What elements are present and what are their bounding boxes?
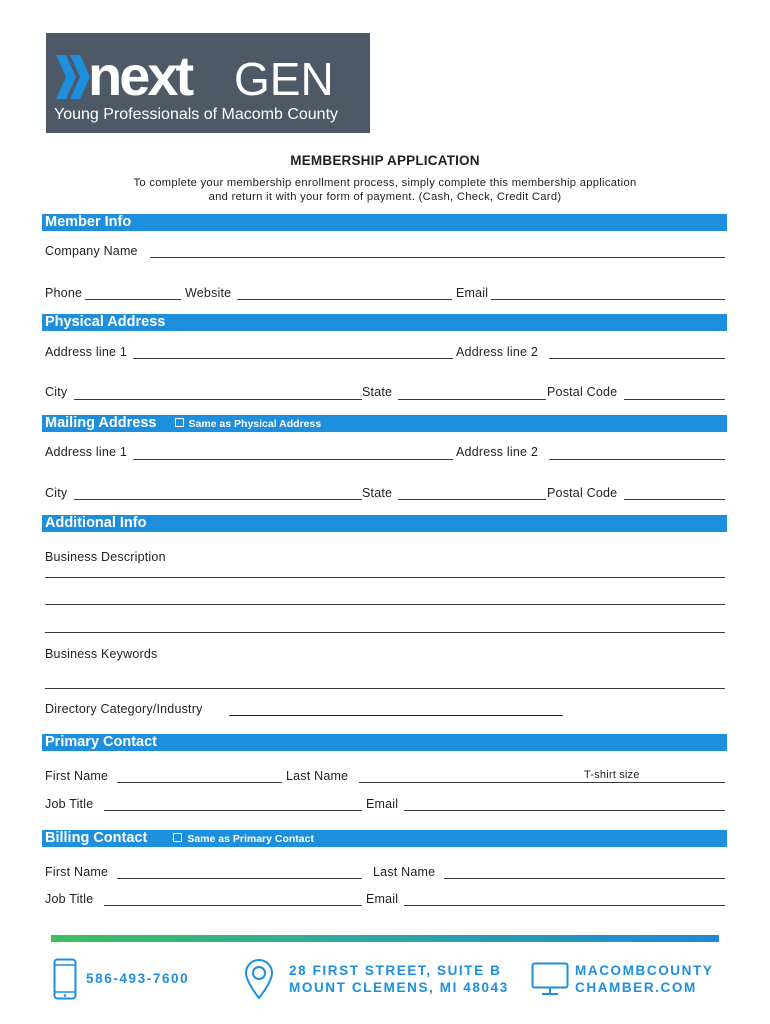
- mailing-state-label: State: [362, 486, 393, 500]
- business-keywords-line[interactable]: [45, 688, 725, 689]
- page-title: MEMBERSHIP APPLICATION: [290, 153, 480, 168]
- business-description-line[interactable]: [45, 577, 725, 578]
- website-field[interactable]: [237, 299, 452, 300]
- section-heading: Additional Info: [45, 515, 147, 531]
- billing-first-name-label: First Name: [45, 865, 109, 879]
- mailing-city-field[interactable]: [74, 499, 362, 500]
- physical-city-label: City: [45, 385, 68, 399]
- business-description-line[interactable]: [45, 604, 725, 605]
- section-heading: Mailing Address: [45, 415, 157, 431]
- tshirt-size-label: T-shirt size: [584, 769, 640, 781]
- checkbox-icon: [173, 833, 182, 842]
- logo-tagline: Young Professionals of Macomb County: [54, 106, 339, 123]
- physical-address1-field[interactable]: [133, 358, 453, 359]
- section-additional-info: [42, 515, 727, 532]
- billing-first-name-field[interactable]: [117, 878, 362, 879]
- email-field[interactable]: [491, 299, 725, 300]
- intro-line-1: To complete your membership enrollment process, simply complete this membership application: [133, 177, 637, 189]
- physical-address1-label: Address line 1: [45, 345, 128, 359]
- billing-email-label: Email: [366, 892, 399, 906]
- footer-website-line-1: MACOMBCOUNTY: [575, 963, 714, 978]
- mailing-postal-label: Postal Code: [547, 486, 618, 500]
- section-physical-address: [42, 314, 727, 331]
- primary-first-name-field[interactable]: [117, 782, 282, 783]
- section-mailing-address: [42, 415, 727, 432]
- physical-state-field[interactable]: [398, 399, 546, 400]
- section-heading: Physical Address: [45, 314, 166, 330]
- company-name-field[interactable]: [150, 257, 725, 258]
- mailing-address2-label: Address line 2: [456, 445, 539, 459]
- same-as-primary-checkbox[interactable]: [173, 833, 314, 845]
- footer-website-line-2: CHAMBER.COM: [575, 980, 697, 995]
- mailing-postal-field[interactable]: [624, 499, 725, 500]
- footer-address-line-1: 28 FIRST STREET, SUITE B: [289, 963, 502, 978]
- billing-job-title-field[interactable]: [104, 905, 362, 906]
- email-label: Email: [456, 286, 489, 300]
- billing-job-title-label: Job Title: [45, 892, 94, 906]
- billing-last-name-field[interactable]: [444, 878, 725, 879]
- logo-next-text: next: [88, 44, 192, 107]
- physical-postal-label: Postal Code: [547, 385, 618, 399]
- checkbox-icon: [175, 418, 184, 427]
- billing-last-name-label: Last Name: [373, 865, 436, 879]
- mailing-state-field[interactable]: [398, 499, 546, 500]
- footer-gradient-bar: [51, 935, 719, 942]
- directory-category-label: Directory Category/Industry: [45, 702, 203, 716]
- business-keywords-label: Business Keywords: [45, 647, 158, 661]
- primary-first-name-label: First Name: [45, 769, 109, 783]
- intro-text: [0, 176, 770, 204]
- computer-monitor-icon: [531, 962, 569, 1001]
- section-primary-contact: [42, 734, 727, 751]
- footer-address-line-2: MOUNT CLEMENS, MI 48043: [289, 980, 509, 995]
- physical-postal-field[interactable]: [624, 399, 725, 400]
- logo-gen-text: GEN: [234, 53, 334, 105]
- primary-job-title-label: Job Title: [45, 797, 94, 811]
- physical-city-field[interactable]: [74, 399, 362, 400]
- primary-job-title-field[interactable]: [104, 810, 362, 811]
- primary-email-label: Email: [366, 797, 399, 811]
- business-description-line[interactable]: [45, 632, 725, 633]
- mailing-address1-field[interactable]: [133, 459, 453, 460]
- location-pin-icon: [243, 958, 275, 1005]
- same-as-physical-label: Same as Physical Address: [188, 418, 322, 430]
- primary-last-name-label: Last Name: [286, 769, 349, 783]
- business-description-label: Business Description: [45, 550, 166, 564]
- website-label: Website: [185, 286, 232, 300]
- physical-state-label: State: [362, 385, 393, 399]
- nextgen-logo: [46, 33, 370, 133]
- section-member-info: [42, 214, 727, 231]
- footer-website[interactable]: [575, 962, 713, 996]
- company-name-label: Company Name: [45, 244, 138, 258]
- section-heading: Member Info: [45, 214, 132, 230]
- mailing-address1-label: Address line 1: [45, 445, 128, 459]
- physical-address2-label: Address line 2: [456, 345, 539, 359]
- billing-email-field[interactable]: [404, 905, 725, 906]
- same-as-physical-checkbox[interactable]: [175, 418, 322, 430]
- footer-address: [289, 962, 509, 996]
- section-heading: Billing Contact: [45, 830, 148, 846]
- phone-label: Phone: [45, 286, 83, 300]
- intro-line-2: and return it with your form of payment. (Cash, Check, Credit Card): [208, 191, 562, 203]
- phone-icon: [53, 958, 77, 1005]
- physical-address2-field[interactable]: [549, 358, 725, 359]
- footer-phone[interactable]: 586-493-7600: [86, 971, 190, 986]
- same-as-primary-label: Same as Primary Contact: [187, 833, 314, 845]
- mailing-address2-field[interactable]: [549, 459, 725, 460]
- mailing-city-label: City: [45, 486, 68, 500]
- primary-last-name-field[interactable]: [359, 782, 725, 783]
- directory-category-field[interactable]: [229, 715, 563, 716]
- section-heading: Primary Contact: [45, 734, 158, 750]
- section-billing-contact: [42, 830, 727, 847]
- primary-email-field[interactable]: [404, 810, 725, 811]
- phone-field[interactable]: [85, 299, 181, 300]
